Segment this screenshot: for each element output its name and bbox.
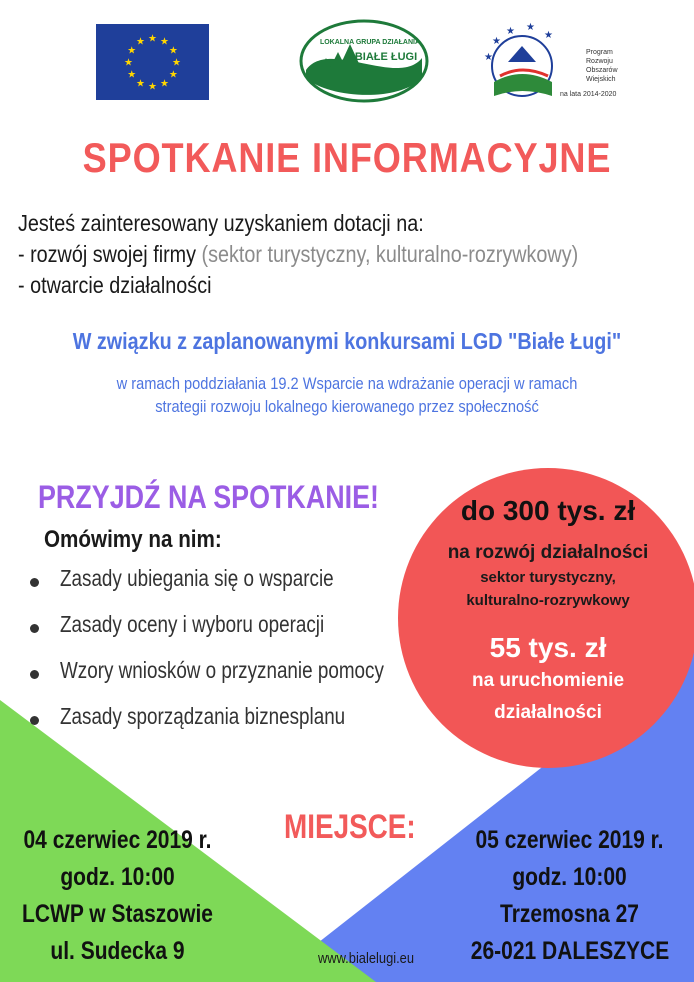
list-item: Zasady sporządzania biznesplanu (30, 703, 455, 749)
intro-line-2-note: (sektor turystyczny, kulturalno-rozrywkowy) (196, 241, 579, 267)
star-icon: ★ (160, 36, 169, 48)
location-right-time: godz. 10:00 (512, 863, 627, 891)
star-icon: ★ (172, 57, 181, 69)
meeting-subheading: Omówimy na nim: (44, 526, 222, 553)
funding-amount-2: 55 tys. zł (489, 632, 607, 663)
funding-purpose-1: na rozwój działalności (447, 542, 649, 563)
location-right-date: 05 czerwiec 2019 r. (475, 826, 664, 854)
bullet-icon (30, 670, 39, 679)
star-icon: ★ (148, 33, 157, 45)
funding-purpose-2b: działalności (494, 702, 602, 723)
star-icon: ★ (168, 69, 178, 81)
page-title: SPOTKANIE INFORMACYJNE (82, 134, 612, 181)
prow-years: na lata 2014-2020 (560, 91, 617, 98)
star-icon: ★ (136, 78, 145, 90)
lgd-logo-top-text: LOKALNA GRUPA DZIAŁANIA (319, 39, 421, 46)
topics-list (30, 565, 455, 749)
bullet-icon (30, 578, 39, 587)
bullet-icon (30, 716, 39, 725)
svg-text:★: ★ (526, 22, 535, 33)
prow-line3: Obszarów (586, 67, 618, 74)
list-item: Zasady ubiegania się o wsparcie (30, 565, 455, 611)
funding-amount-1: do 300 tys. zł (460, 495, 636, 526)
location-left-address: ul. Sudecka 9 (50, 937, 185, 965)
svg-text:★: ★ (484, 52, 493, 63)
list-item: Wzory wniosków o przyznanie pomocy (30, 657, 455, 703)
website-link[interactable]: www.bialelugi.eu (317, 950, 415, 967)
lgd-biale-lugi-logo (298, 18, 430, 104)
location-left-venue: LCWP w Staszowie (22, 900, 213, 928)
intro-line-2 (18, 239, 594, 270)
funding-purpose-2a: na uruchomienie (471, 670, 625, 691)
prow-logo (478, 16, 628, 108)
context-subtext (0, 372, 694, 418)
list-item: Zasady oceny i wyboru operacji (30, 611, 455, 657)
context-heading: W związku z zaplanowanymi konkursami LGD "Białe Ługi" (72, 328, 622, 354)
lgd-logo-name: BIAŁE ŁUGI (354, 51, 418, 63)
star-icon: ★ (136, 36, 145, 48)
svg-text:★: ★ (492, 36, 501, 47)
location-left-date: 04 czerwiec 2019 r. (23, 826, 212, 854)
meeting-heading: PRZYJDŹ NA SPOTKANIE! (38, 479, 380, 515)
location-right-venue: Trzemosna 27 (500, 900, 639, 928)
context-sub-line-1: w ramach poddziałania 19.2 Wsparcie na wdrażanie operacji w ramach (116, 374, 578, 393)
context-sub-line-2: strategii rozwoju lokalnego kierowanego przez społeczność (155, 397, 539, 416)
intro-line-3: - otwarcie działalności (18, 272, 212, 298)
funding-sector-2: kulturalno-rozrywkowy (466, 592, 630, 609)
place-label: MIEJSCE: (284, 808, 416, 846)
star-icon: ★ (127, 45, 137, 57)
star-icon: ★ (168, 45, 178, 57)
prow-line1: Program (586, 49, 613, 56)
intro-line-2-main: - rozwój swojej firmy (18, 241, 197, 267)
intro-line-1: Jesteś zainteresowany uzyskaniem dotacji na: (18, 210, 424, 236)
location-left-time: godz. 10:00 (60, 863, 175, 891)
bullet-icon (30, 624, 39, 633)
svg-text:★: ★ (506, 26, 515, 37)
location-right (452, 822, 687, 970)
star-icon: ★ (127, 69, 137, 81)
prow-line4: Wiejskich (586, 76, 616, 83)
star-icon: ★ (148, 81, 157, 93)
intro-block (18, 208, 688, 301)
location-left (0, 822, 235, 970)
prow-line2: Rozwoju (586, 58, 613, 65)
svg-text:★: ★ (544, 30, 553, 41)
location-right-address: 26-021 DALESZYCE (470, 937, 670, 965)
star-icon: ★ (124, 57, 133, 69)
star-icon: ★ (160, 78, 169, 90)
funding-sector-1: sektor turystyczny, (480, 569, 616, 586)
eu-flag-logo (96, 24, 209, 100)
